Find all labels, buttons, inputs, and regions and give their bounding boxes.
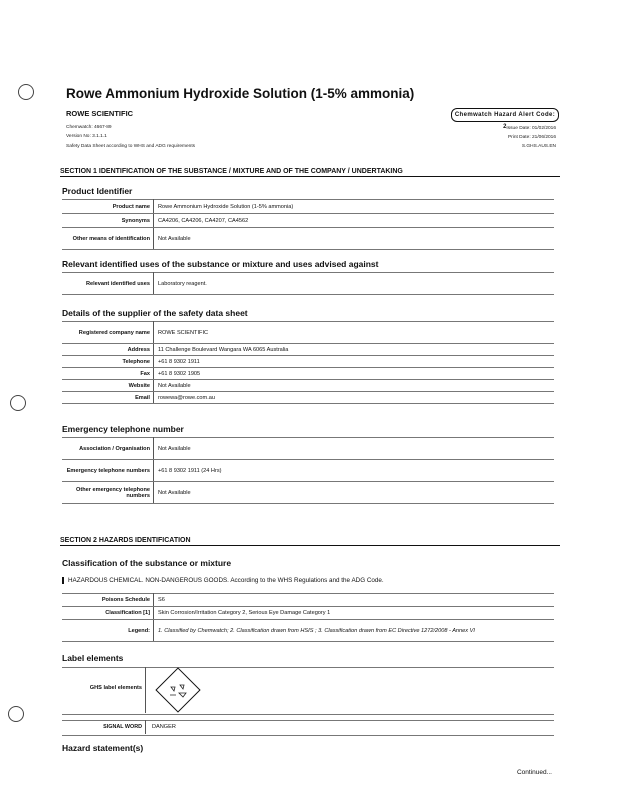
emergency-table: [62, 437, 554, 504]
table-row: [62, 214, 554, 228]
table-row: [62, 228, 554, 250]
table-row: [62, 620, 554, 642]
row-value: Skin Corrosion/Irritation Category 2, Serious Eye Damage Category 1: [154, 607, 555, 620]
row-value: +61 8 9302 1911: [154, 356, 555, 368]
emergency-heading: Emergency telephone number: [62, 424, 184, 434]
row-value: +61 8 9302 1905: [154, 368, 555, 380]
row-value: ROWE SCIENTIFIC: [154, 322, 555, 344]
table-row: [62, 356, 554, 368]
version-number: Version No: 3.1.1.1: [66, 134, 107, 139]
signal-word-value: DANGER: [152, 724, 176, 730]
signal-word-label: SIGNAL WORD: [103, 724, 142, 730]
table-row: [62, 344, 554, 356]
table-row: [62, 380, 554, 392]
row-value: +61 8 9302 1911 (24 Hrs): [154, 460, 555, 482]
supplier-heading: Details of the supplier of the safety data sheet: [62, 308, 248, 318]
table-row: [62, 438, 554, 460]
chemwatch-id: Chemwatch: 4667-89: [66, 125, 112, 130]
row-value: CA4206, CA4206, CA4207, CA4562: [154, 214, 555, 228]
relevant-uses-table: [62, 272, 554, 295]
row-label: Other emergency telephone numbers: [62, 482, 154, 504]
ghs-label-row: [62, 667, 554, 715]
row-value: Not Available: [154, 228, 555, 250]
issue-date: Issue Date: 01/02/2016: [506, 126, 556, 131]
row-label: Poisons Schedule: [62, 594, 154, 607]
product-identifier-table: [62, 199, 554, 250]
row-label: Association / Organisation: [62, 438, 154, 460]
table-row: [62, 368, 554, 380]
ghs-divider: [145, 667, 146, 713]
table-row: [62, 200, 554, 214]
row-label: Fax: [62, 368, 154, 380]
row-label: Emergency telephone numbers: [62, 460, 154, 482]
section-2-heading: SECTION 2 HAZARDS IDENTIFICATION: [60, 537, 560, 546]
section-1-heading: SECTION 1 IDENTIFICATION OF THE SUBSTANCE / MIXTURE AND OF THE COMPANY / UNDERTAKING: [60, 168, 560, 177]
label-elements-heading: Label elements: [62, 653, 124, 663]
row-value: Rowe Ammonium Hydroxide Solution (1-5% ammonia): [154, 200, 555, 214]
table-row: [62, 607, 554, 620]
row-label: Product name: [62, 200, 154, 214]
row-label: Telephone: [62, 356, 154, 368]
company-name: ROWE SCIENTIFIC: [66, 109, 134, 118]
hole-punch-mark: [18, 84, 34, 100]
hazard-alert-logo: Chemwatch Hazard Alert Code: 2: [451, 108, 559, 122]
product-identifier-heading: Product Identifier: [62, 186, 133, 196]
hole-punch-mark: [8, 706, 24, 722]
row-label: Registered company name: [62, 322, 154, 344]
row-label: Relevant identified uses: [62, 273, 154, 295]
relevant-uses-heading: Relevant identified uses of the substance or mixture and uses advised against: [62, 259, 379, 269]
row-value: Not Available: [154, 380, 555, 392]
hazard-statements-heading: Hazard statement(s): [62, 743, 144, 753]
table-row: [62, 482, 554, 504]
row-value: Not Available: [154, 438, 555, 460]
row-value: Laboratory reagent.: [154, 273, 555, 295]
row-label: Classification [1]: [62, 607, 154, 620]
table-row: [62, 322, 554, 344]
hole-punch-mark: [10, 395, 26, 411]
row-value: rowewa@rowe.com.au: [154, 392, 555, 404]
table-row: [62, 594, 554, 607]
classification-heading: Classification of the substance or mixture: [62, 558, 232, 568]
row-label: Website: [62, 380, 154, 392]
supplier-table: [62, 321, 554, 404]
ghs-label-text: GHS label elements: [89, 685, 142, 691]
document-title: Rowe Ammonium Hydroxide Solution (1-5% ammonia): [66, 86, 415, 101]
row-value: S6: [154, 594, 555, 607]
row-value: Not Available: [154, 482, 555, 504]
locale-code: S.GHS.AUS.EN: [521, 144, 556, 149]
row-label: Legend:: [62, 620, 154, 642]
sds-note: Safety Data Sheet according to WHS and ADG requirements: [66, 144, 196, 149]
table-row: [62, 460, 554, 482]
table-row: [62, 392, 554, 404]
row-label: Other means of identification: [62, 228, 154, 250]
row-label: Address: [62, 344, 154, 356]
print-date: Print Date: 21/06/2016: [507, 135, 556, 140]
row-label: Email: [62, 392, 154, 404]
classification-table: [62, 593, 554, 642]
row-value: 11 Challenge Boulevard Wangara WA 6065 Australia: [154, 344, 555, 356]
hazard-notice: HAZARDOUS CHEMICAL. NON-DANGEROUS GOODS. According to the WHS Regulations and the ADG Code.: [62, 577, 558, 584]
signal-divider: [145, 720, 146, 734]
row-value: 1. Classified by Chemwatch; 2. Classification drawn from HSIS ; 3. Classification drawn from EC Directive 1272/2008 - Annex VI: [154, 620, 555, 642]
row-label: Synonyms: [62, 214, 154, 228]
table-row: [62, 273, 554, 295]
continued-note: Continued...: [516, 769, 552, 776]
